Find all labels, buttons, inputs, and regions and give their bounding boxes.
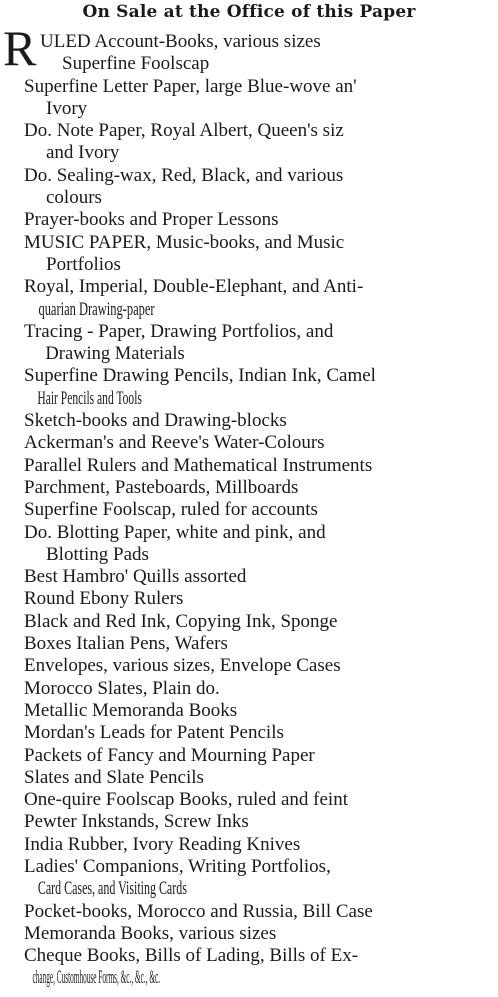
list-item-line: Superfine Letter Paper, large Blue-wove an' — [24, 75, 357, 97]
page-heading: On Sale at the Office of this Paper — [82, 2, 416, 22]
list-item-line: Superfine Foolscap, ruled for accounts — [24, 499, 318, 521]
list-item — [0, 901, 498, 923]
list-item-line: Boxes Italian Pens, Wafers — [24, 633, 228, 655]
list-item — [0, 745, 498, 767]
list-item — [0, 633, 498, 655]
list-item — [0, 410, 498, 432]
list-item-continuation: Portfolios — [46, 253, 121, 275]
product-list — [0, 31, 498, 990]
list-item-line: Pocket-books, Morocco and Russia, Bill Case — [24, 900, 373, 922]
list-item-line: Royal, Imperial, Double-Elephant, and Anti- — [24, 276, 364, 298]
list-item-line: ULED Account-Books, various sizes — [40, 31, 321, 52]
list-item-continuation: Hair Pencils and Tools — [37, 387, 142, 409]
list-item — [0, 321, 498, 366]
list-item — [0, 499, 498, 521]
list-item — [0, 165, 498, 210]
list-item-line: Metallic Memoranda Books — [24, 699, 238, 721]
list-item-continuation: Drawing Materials — [45, 343, 185, 365]
list-item-continuation: and Ivory — [46, 142, 120, 164]
list-item-line: Do. Blotting Paper, white and pink, and — [24, 521, 326, 543]
list-item-line: Pewter Inkstands, Screw Inks — [24, 811, 249, 833]
list-item-continuation: Superfine Foolscap — [62, 53, 210, 75]
list-item-continuation: Card Cases, and Visiting Cards — [37, 878, 187, 900]
list-item — [0, 789, 498, 811]
list-item-continuation: quarian Drawing-paper — [38, 298, 155, 320]
list-item — [0, 767, 498, 789]
list-item — [0, 432, 498, 454]
list-item — [0, 588, 498, 610]
list-item-line: Ladies' Companions, Writing Portfolios, — [24, 855, 331, 877]
list-item-line: One-quire Foolscap Books, ruled and feint — [24, 789, 348, 811]
list-item — [0, 76, 498, 121]
list-item — [0, 678, 498, 700]
list-item — [0, 655, 498, 677]
list-item — [0, 611, 498, 633]
list-item-line: Do. Sealing-wax, Red, Black, and various — [24, 164, 344, 186]
list-item-continuation: Ivory — [46, 97, 88, 119]
list-item-line: MUSIC PAPER, Music-books, and Music — [24, 231, 345, 253]
list-item — [0, 276, 498, 321]
list-item — [0, 455, 498, 477]
list-item — [0, 477, 498, 499]
list-item-line: Best Hambro' Quills assorted — [24, 566, 247, 588]
list-item-line: Morocco Slates, Plain do. — [24, 677, 220, 699]
list-item — [0, 232, 498, 277]
list-item — [0, 365, 498, 410]
list-item — [0, 700, 498, 722]
list-item — [0, 856, 498, 901]
list-item — [0, 834, 498, 856]
list-item — [0, 722, 498, 744]
list-item-continuation: Blotting Pads — [46, 543, 149, 565]
list-item-line: Envelopes, various sizes, Envelope Cases — [24, 655, 341, 677]
list-item — [0, 923, 498, 945]
list-item-line: Sketch-books and Drawing-blocks — [24, 410, 287, 432]
list-item-line: Packets of Fancy and Mourning Paper — [24, 744, 315, 766]
list-item-line: Round Ebony Rulers — [24, 588, 184, 610]
list-item — [0, 566, 498, 588]
list-item-line: Ackerman's and Reeve's Water-Colours — [24, 432, 325, 454]
list-item-line: Parchment, Pasteboards, Millboards — [24, 476, 299, 498]
list-item-line: Black and Red Ink, Copying Ink, Sponge — [24, 610, 338, 632]
list-item-line: Superfine Drawing Pencils, Indian Ink, Camel — [24, 365, 376, 387]
list-item-line: Slates and Slate Pencils — [24, 766, 204, 788]
list-item — [0, 209, 498, 231]
list-item — [0, 120, 498, 165]
list-item-line: Cheque Books, Bills of Lading, Bills of Ex- — [24, 945, 359, 967]
list-item — [0, 522, 498, 567]
list-item-line: Prayer-books and Proper Lessons — [24, 209, 279, 231]
list-item — [0, 31, 498, 76]
list-item-line: Tracing - Paper, Drawing Portfolios, and — [24, 320, 334, 342]
drop-cap-letter: R — [3, 20, 37, 76]
list-item — [0, 945, 498, 990]
list-item — [0, 811, 498, 833]
list-item-line: Do. Note Paper, Royal Albert, Queen's siz — [24, 120, 344, 142]
list-item-line: Memoranda Books, various sizes — [24, 922, 277, 944]
list-item-line: Mordan's Leads for Patent Pencils — [24, 722, 284, 744]
list-item-continuation: colours — [46, 187, 102, 209]
list-item-line: Parallel Rulers and Mathematical Instruments — [24, 454, 373, 476]
list-item-line: India Rubber, Ivory Reading Knives — [24, 833, 301, 855]
list-item-continuation: change, Customhouse Forms, &c., &c., &c. — [32, 967, 161, 989]
